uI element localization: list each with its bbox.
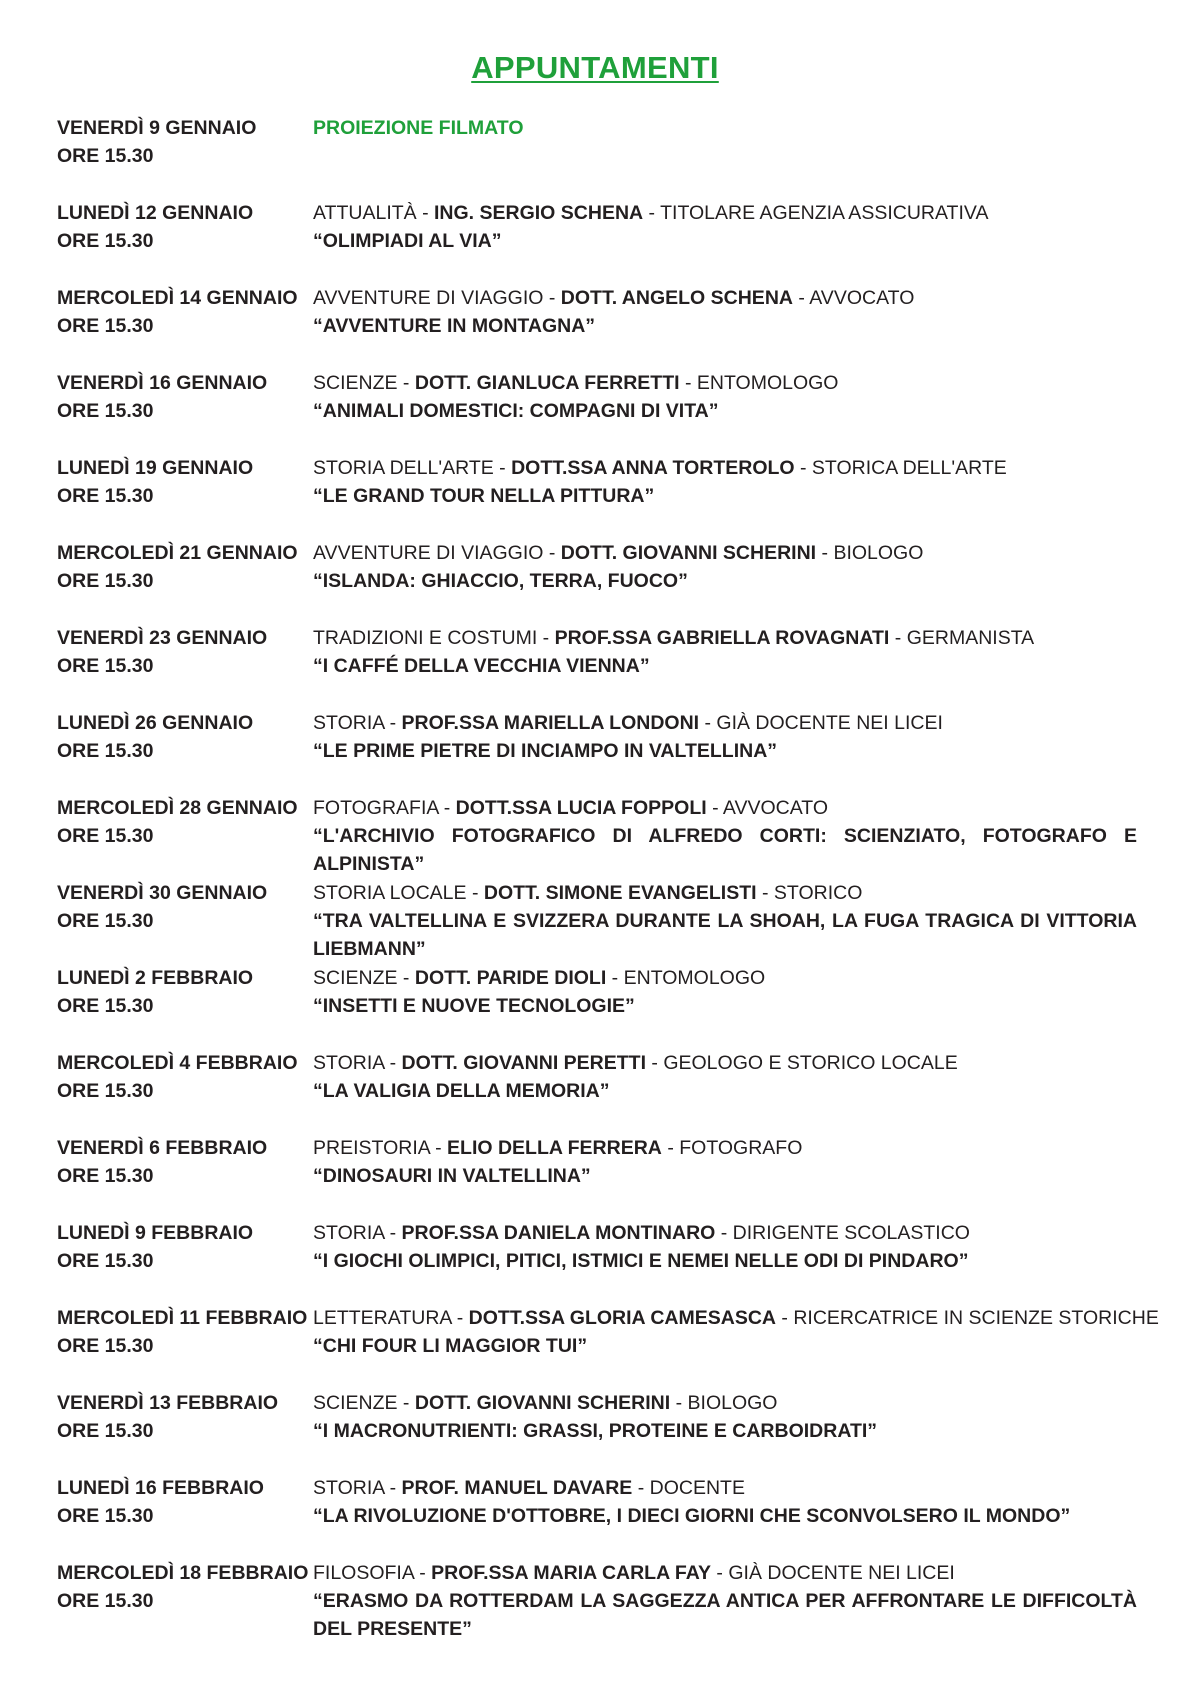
event-day: MERCOLEDÌ 28 GENNAIO (57, 797, 298, 819)
event-title: “TRA VALTELLINA E SVIZZERA DURANTE LA SHOAH, LA FUGA TRAGICA DI VITTORIA LIEBMANN” (313, 910, 1137, 960)
event-details (313, 879, 1137, 964)
event-speaker: DOTT. GIANLUCA FERRETTI (414, 372, 680, 394)
event-day: VENERDÌ 9 GENNAIO (57, 117, 257, 139)
event-topic-line: SCIENZE - DOTT. PARIDE DIOLI - ENTOMOLOGO (313, 967, 766, 989)
event-day: MERCOLEDÌ 18 FEBBRAIO (57, 1562, 309, 1584)
event-time: ORE 15.30 (57, 145, 154, 167)
event-row (57, 964, 1137, 1049)
event-title: “INSETTI E NUOVE TECNOLOGIE” (313, 995, 635, 1017)
event-details (313, 624, 1137, 709)
event-speaker: DOTT.SSA LUCIA FOPPOLI (455, 797, 707, 819)
event-role: ENTOMOLOGO (696, 372, 839, 394)
event-day: MERCOLEDÌ 11 FEBBRAIO (57, 1307, 308, 1329)
event-role: DOCENTE (649, 1477, 745, 1499)
event-when (57, 794, 313, 879)
event-day: LUNEDÌ 26 GENNAIO (57, 712, 254, 734)
event-category: FOTOGRAFIA (313, 797, 439, 819)
event-role: BIOLOGO (687, 1392, 778, 1414)
event-category: AVVENTURE DI VIAGGIO (313, 542, 544, 564)
event-row (57, 709, 1137, 794)
event-row (57, 454, 1137, 539)
event-row (57, 539, 1137, 624)
event-when (57, 369, 313, 454)
event-speaker: ELIO DELLA FERRERA (447, 1137, 662, 1159)
event-when (57, 879, 313, 964)
event-topic-line: STORIA - DOTT. GIOVANNI PERETTI - GEOLOGO E STORICO LOCALE (313, 1052, 958, 1074)
event-row (57, 794, 1137, 879)
event-schedule (57, 114, 1159, 1659)
event-topic-line: SCIENZE - DOTT. GIANLUCA FERRETTI - ENTOMOLOGO (313, 372, 839, 394)
event-title: “LA VALIGIA DELLA MEMORIA” (313, 1080, 610, 1102)
event-time: ORE 15.30 (57, 825, 154, 847)
event-role: STORICA DELL'ARTE (811, 457, 1007, 479)
event-day: VENERDÌ 30 GENNAIO (57, 882, 268, 904)
event-details (313, 1304, 1159, 1389)
event-speaker: DOTT. GIOVANNI SCHERINI (414, 1392, 671, 1414)
event-role: FOTOGRAFO (679, 1137, 803, 1159)
event-when (57, 1049, 313, 1134)
event-speaker: PROF. MANUEL DAVARE (401, 1477, 633, 1499)
event-topic-line: PREISTORIA - ELIO DELLA FERRERA - FOTOGRAFO (313, 1137, 803, 1159)
event-details (313, 1049, 1137, 1134)
event-category: SCIENZE (313, 967, 398, 989)
event-category: LETTERATURA (313, 1307, 452, 1329)
event-time: ORE 15.30 (57, 740, 154, 762)
event-category: SCIENZE (313, 1392, 398, 1414)
event-details (313, 369, 1137, 454)
event-role: GIÀ DOCENTE NEI LICEI (716, 712, 943, 734)
event-speaker: DOTT. ANGELO SCHENA (560, 287, 793, 309)
event-details (313, 454, 1137, 539)
event-time: ORE 15.30 (57, 485, 154, 507)
event-role: AVVOCATO (809, 287, 915, 309)
event-speaker: PROF.SSA DANIELA MONTINARO (401, 1222, 716, 1244)
event-topic-line: AVVENTURE DI VIAGGIO - DOTT. GIOVANNI SCHERINI - BIOLOGO (313, 542, 924, 564)
event-time: ORE 15.30 (57, 1590, 154, 1612)
event-title: “ISLANDA: GHIACCIO, TERRA, FUOCO” (313, 570, 688, 592)
event-topic-line: STORIA - PROF. MANUEL DAVARE - DOCENTE (313, 1477, 745, 1499)
event-time: ORE 15.30 (57, 910, 154, 932)
event-details (313, 1559, 1137, 1659)
event-speaker: ING. SERGIO SCHENA (434, 202, 644, 224)
event-title: “L'ARCHIVIO FOTOGRAFICO DI ALFREDO CORTI: SCIENZIATO, FOTOGRAFO E ALPINISTA” (313, 825, 1137, 875)
event-row (57, 1049, 1137, 1134)
event-when (57, 1474, 313, 1559)
event-role: ENTOMOLOGO (623, 967, 766, 989)
event-day: VENERDÌ 16 GENNAIO (57, 372, 268, 394)
event-speaker: PROF.SSA GABRIELLA ROVAGNATI (554, 627, 890, 649)
event-when (57, 1559, 313, 1659)
event-when (57, 1134, 313, 1219)
event-category: ATTUALITÀ (313, 202, 417, 224)
event-category: STORIA LOCALE (313, 882, 467, 904)
event-category: STORIA (313, 1222, 385, 1244)
event-row (57, 284, 1137, 369)
event-topic-line: SCIENZE - DOTT. GIOVANNI SCHERINI - BIOLOGO (313, 1392, 778, 1414)
page-title: APPUNTAMENTI (471, 50, 719, 85)
event-time: ORE 15.30 (57, 1080, 154, 1102)
event-speaker: PROF.SSA MARIELLA LONDONI (401, 712, 700, 734)
event-details (313, 794, 1137, 879)
event-row (57, 1559, 1137, 1659)
event-speaker: DOTT. PARIDE DIOLI (414, 967, 607, 989)
event-details (313, 114, 1137, 199)
event-when (57, 624, 313, 709)
event-when (57, 1219, 313, 1304)
event-time: ORE 15.30 (57, 1420, 154, 1442)
event-topic-line: STORIA - PROF.SSA MARIELLA LONDONI - GIÀ DOCENTE NEI LICEI (313, 712, 943, 734)
event-time: ORE 15.30 (57, 1335, 154, 1357)
event-row (57, 624, 1137, 709)
event-when (57, 1304, 313, 1389)
event-speaker: PROF.SSA MARIA CARLA FAY (431, 1562, 712, 1584)
event-topic-line: AVVENTURE DI VIAGGIO - DOTT. ANGELO SCHENA - AVVOCATO (313, 287, 915, 309)
event-details (313, 1389, 1137, 1474)
event-title: “ERASMO DA ROTTERDAM LA SAGGEZZA ANTICA PER AFFRONTARE LE DIFFICOLTÀ DEL PRESENTE” (313, 1590, 1137, 1640)
event-time: ORE 15.30 (57, 995, 154, 1017)
event-time: ORE 15.30 (57, 1250, 154, 1272)
event-time: ORE 15.30 (57, 230, 154, 252)
event-speaker: DOTT.SSA GLORIA CAMESASCA (468, 1307, 776, 1329)
event-role: AVVOCATO (722, 797, 829, 819)
event-time: ORE 15.30 (57, 1165, 154, 1187)
event-day: VENERDÌ 6 FEBBRAIO (57, 1137, 268, 1159)
event-time: ORE 15.30 (57, 655, 154, 677)
event-category: STORIA (313, 712, 385, 734)
event-category: AVVENTURE DI VIAGGIO (313, 287, 544, 309)
event-row (57, 369, 1137, 454)
event-when (57, 199, 313, 284)
event-day: LUNEDÌ 16 FEBBRAIO (57, 1477, 264, 1499)
event-topic-line: TRADIZIONI E COSTUMI - PROF.SSA GABRIELLA ROVAGNATI - GERMANISTA (313, 627, 1035, 649)
event-topic-line: FILOSOFIA - PROF.SSA MARIA CARLA FAY - GIÀ DOCENTE NEI LICEI (313, 1562, 955, 1584)
event-time: ORE 15.30 (57, 315, 154, 337)
event-topic-line: STORIA DELL'ARTE - DOTT.SSA ANNA TORTEROLO - STORICA DELL'ARTE (313, 457, 1007, 479)
event-role: STORICO (773, 882, 863, 904)
event-day: VENERDÌ 13 FEBBRAIO (57, 1392, 279, 1414)
event-role: GEOLOGO E STORICO LOCALE (663, 1052, 958, 1074)
event-when (57, 284, 313, 369)
event-title: “LE GRAND TOUR NELLA PITTURA” (313, 485, 655, 507)
event-when (57, 114, 313, 199)
event-category: STORIA (313, 1477, 385, 1499)
event-row (57, 1134, 1137, 1219)
event-day: LUNEDÌ 12 GENNAIO (57, 202, 254, 224)
event-title: “OLIMPIADI AL VIA” (313, 230, 502, 252)
event-title: “DINOSAURI IN VALTELLINA” (313, 1165, 591, 1187)
event-details (313, 1134, 1137, 1219)
event-time: ORE 15.30 (57, 570, 154, 592)
event-day: MERCOLEDÌ 4 FEBBRAIO (57, 1052, 298, 1074)
event-role: GIÀ DOCENTE NEI LICEI (728, 1562, 955, 1584)
event-category: TRADIZIONI E COSTUMI (313, 627, 538, 649)
event-details (313, 709, 1137, 794)
event-row (57, 1389, 1137, 1474)
event-speaker: DOTT. GIOVANNI PERETTI (401, 1052, 646, 1074)
event-row (57, 199, 1137, 284)
event-day: LUNEDÌ 2 FEBBRAIO (57, 967, 254, 989)
event-role: RICERCATRICE IN SCIENZE STORICHE (793, 1307, 1159, 1329)
event-time: ORE 15.30 (57, 400, 154, 422)
event-when (57, 454, 313, 539)
event-title: “LE PRIME PIETRE DI INCIAMPO IN VALTELLINA” (313, 740, 778, 762)
event-when (57, 964, 313, 1049)
event-role: TITOLARE AGENZIA ASSICURATIVA (660, 202, 989, 224)
event-details (313, 539, 1137, 624)
event-day: LUNEDÌ 19 GENNAIO (57, 457, 254, 479)
event-details (313, 964, 1137, 1049)
event-day: LUNEDÌ 9 FEBBRAIO (57, 1222, 254, 1244)
event-category: STORIA (313, 1052, 385, 1074)
event-topic-line: STORIA LOCALE - DOTT. SIMONE EVANGELISTI - STORICO (313, 882, 863, 904)
event-row (57, 879, 1137, 964)
event-row (57, 114, 1137, 199)
event-day: VENERDÌ 23 GENNAIO (57, 627, 268, 649)
event-details (313, 284, 1137, 369)
event-title: “I GIOCHI OLIMPICI, PITICI, ISTMICI E NEMEI NELLE ODI DI PINDARO” (313, 1250, 969, 1272)
event-speaker: DOTT. GIOVANNI SCHERINI (560, 542, 817, 564)
event-category: FILOSOFIA (313, 1562, 414, 1584)
event-details (313, 1219, 1137, 1304)
event-topic-line: FOTOGRAFIA - DOTT.SSA LUCIA FOPPOLI - AVVOCATO (313, 797, 829, 819)
event-title: “AVVENTURE IN MONTAGNA” (313, 315, 596, 337)
event-speaker: DOTT. SIMONE EVANGELISTI (483, 882, 757, 904)
event-when (57, 1389, 313, 1474)
event-topic-line: LETTERATURA - DOTT.SSA GLORIA CAMESASCA - RICERCATRICE IN SCIENZE STORICHE (313, 1307, 1159, 1329)
event-role: GERMANISTA (906, 627, 1035, 649)
event-details (313, 199, 1137, 284)
event-headline: PROIEZIONE FILMATO (313, 117, 524, 139)
event-time: ORE 15.30 (57, 1505, 154, 1527)
event-role: DIRIGENTE SCOLASTICO (732, 1222, 970, 1244)
event-category: STORIA DELL'ARTE (313, 457, 494, 479)
event-topic-line: STORIA - PROF.SSA DANIELA MONTINARO - DIRIGENTE SCOLASTICO (313, 1222, 970, 1244)
event-row (57, 1474, 1137, 1559)
event-details (313, 1474, 1137, 1559)
event-when (57, 539, 313, 624)
event-category: PREISTORIA (313, 1137, 430, 1159)
event-title: “ANIMALI DOMESTICI: COMPAGNI DI VITA” (313, 400, 719, 422)
event-day: MERCOLEDÌ 21 GENNAIO (57, 542, 298, 564)
event-title: “LA RIVOLUZIONE D'OTTOBRE, I DIECI GIORNI CHE SCONVOLSERO IL MONDO” (313, 1505, 1071, 1527)
event-topic-line: ATTUALITÀ - ING. SERGIO SCHENA - TITOLARE AGENZIA ASSICURATIVA (313, 202, 989, 224)
event-title: “I MACRONUTRIENTI: GRASSI, PROTEINE E CARBOIDRATI” (313, 1420, 878, 1442)
event-row (57, 1304, 1159, 1389)
event-role: BIOLOGO (833, 542, 924, 564)
event-title: “I CAFFÉ DELLA VECCHIA VIENNA” (313, 655, 650, 677)
event-when (57, 709, 313, 794)
event-title: “CHI FOUR LI MAGGIOR TUI” (313, 1335, 588, 1357)
event-category: SCIENZE (313, 372, 398, 394)
event-day: MERCOLEDÌ 14 GENNAIO (57, 287, 298, 309)
event-row (57, 1219, 1137, 1304)
event-speaker: DOTT.SSA ANNA TORTEROLO (511, 457, 795, 479)
